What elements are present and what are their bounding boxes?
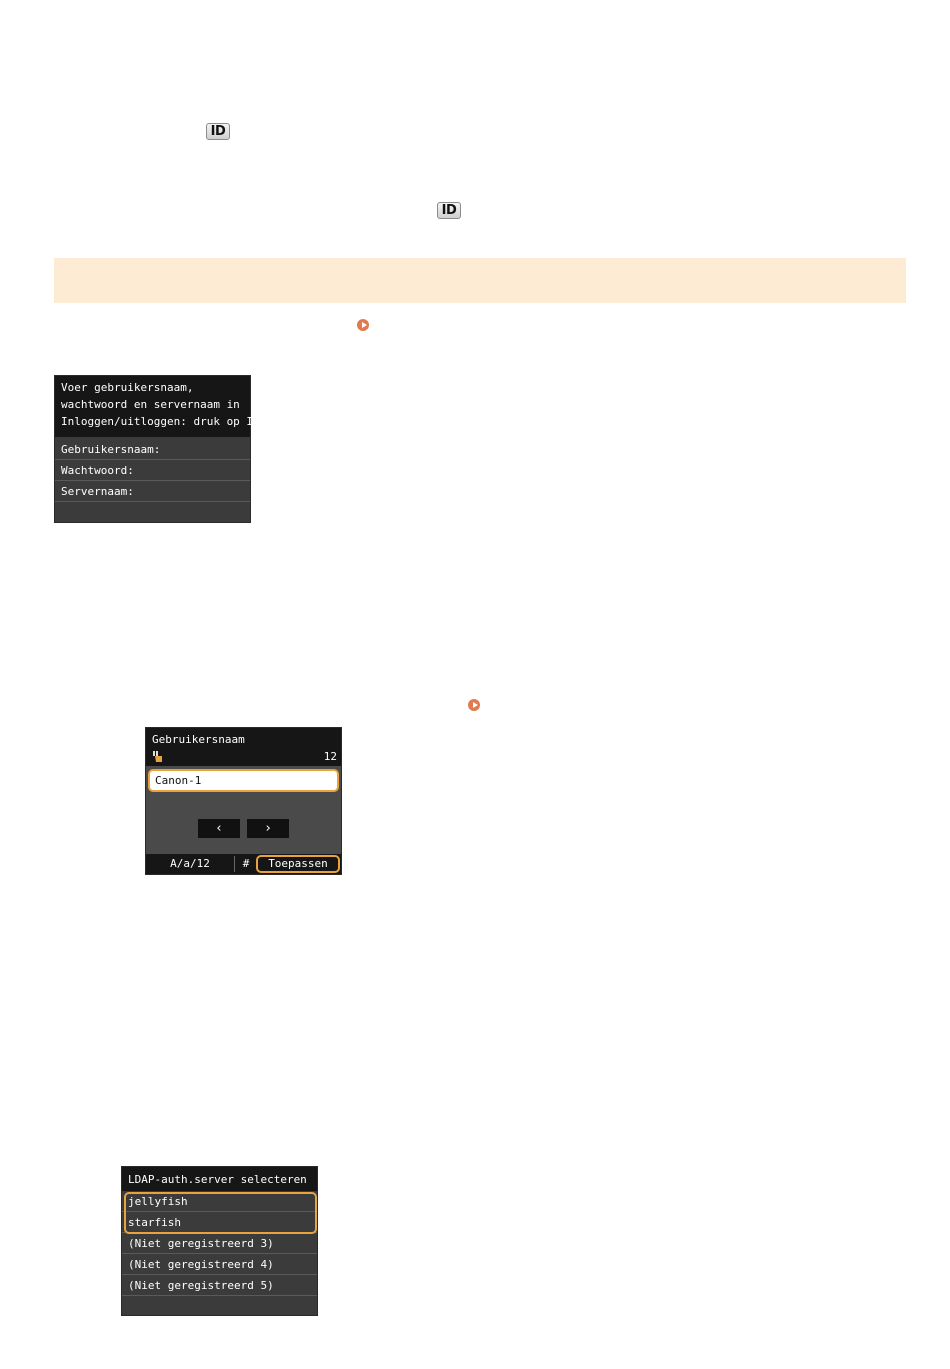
username-row[interactable]: Gebruikersnaam:	[55, 440, 250, 460]
password-row[interactable]: Wachtwoord:	[55, 461, 250, 481]
selection-highlight	[124, 1192, 317, 1234]
char-counter: 12	[323, 750, 337, 763]
ldap-server-select-screen	[121, 1166, 318, 1316]
list-item[interactable]: (Niet geregistreerd 4)	[122, 1255, 317, 1275]
screen-header	[122, 1167, 317, 1191]
header-line: wachtwoord en servernaam in	[61, 398, 240, 411]
screen-title: Gebruikersnaam	[152, 733, 245, 746]
list-item[interactable]: starfish	[122, 1213, 317, 1233]
apply-button[interactable]: Toepassen	[256, 855, 340, 873]
screen-header	[146, 728, 341, 766]
id-key-icon: ID	[437, 202, 461, 219]
screen-header	[55, 376, 260, 437]
section-heading-band	[54, 258, 906, 303]
hand-input-icon	[152, 750, 164, 763]
header-line: Inloggen/uitloggen: druk op ID	[61, 415, 260, 428]
servername-row[interactable]: Servernaam:	[55, 482, 250, 502]
symbol-button[interactable]: #	[242, 857, 250, 870]
cursor-left-button[interactable]: ‹	[198, 819, 240, 838]
login-screen	[54, 375, 260, 523]
username-input[interactable]: Canon-1	[148, 769, 339, 792]
username-entry-screen	[145, 727, 342, 875]
list-item[interactable]: (Niet geregistreerd 3)	[122, 1234, 317, 1254]
header-line: Voer gebruikersnaam,	[61, 381, 194, 394]
id-key-icon: ID	[206, 123, 230, 140]
link-arrow-icon[interactable]	[357, 319, 369, 331]
list-item[interactable]: jellyfish	[122, 1192, 317, 1212]
input-mode-button[interactable]: A/a/12	[170, 857, 210, 870]
list-item[interactable]: (Niet geregistreerd 5)	[122, 1276, 317, 1296]
link-arrow-icon[interactable]	[468, 699, 480, 711]
screen-title: LDAP-auth.server selecteren	[128, 1173, 307, 1186]
cursor-right-button[interactable]: ›	[247, 819, 289, 838]
